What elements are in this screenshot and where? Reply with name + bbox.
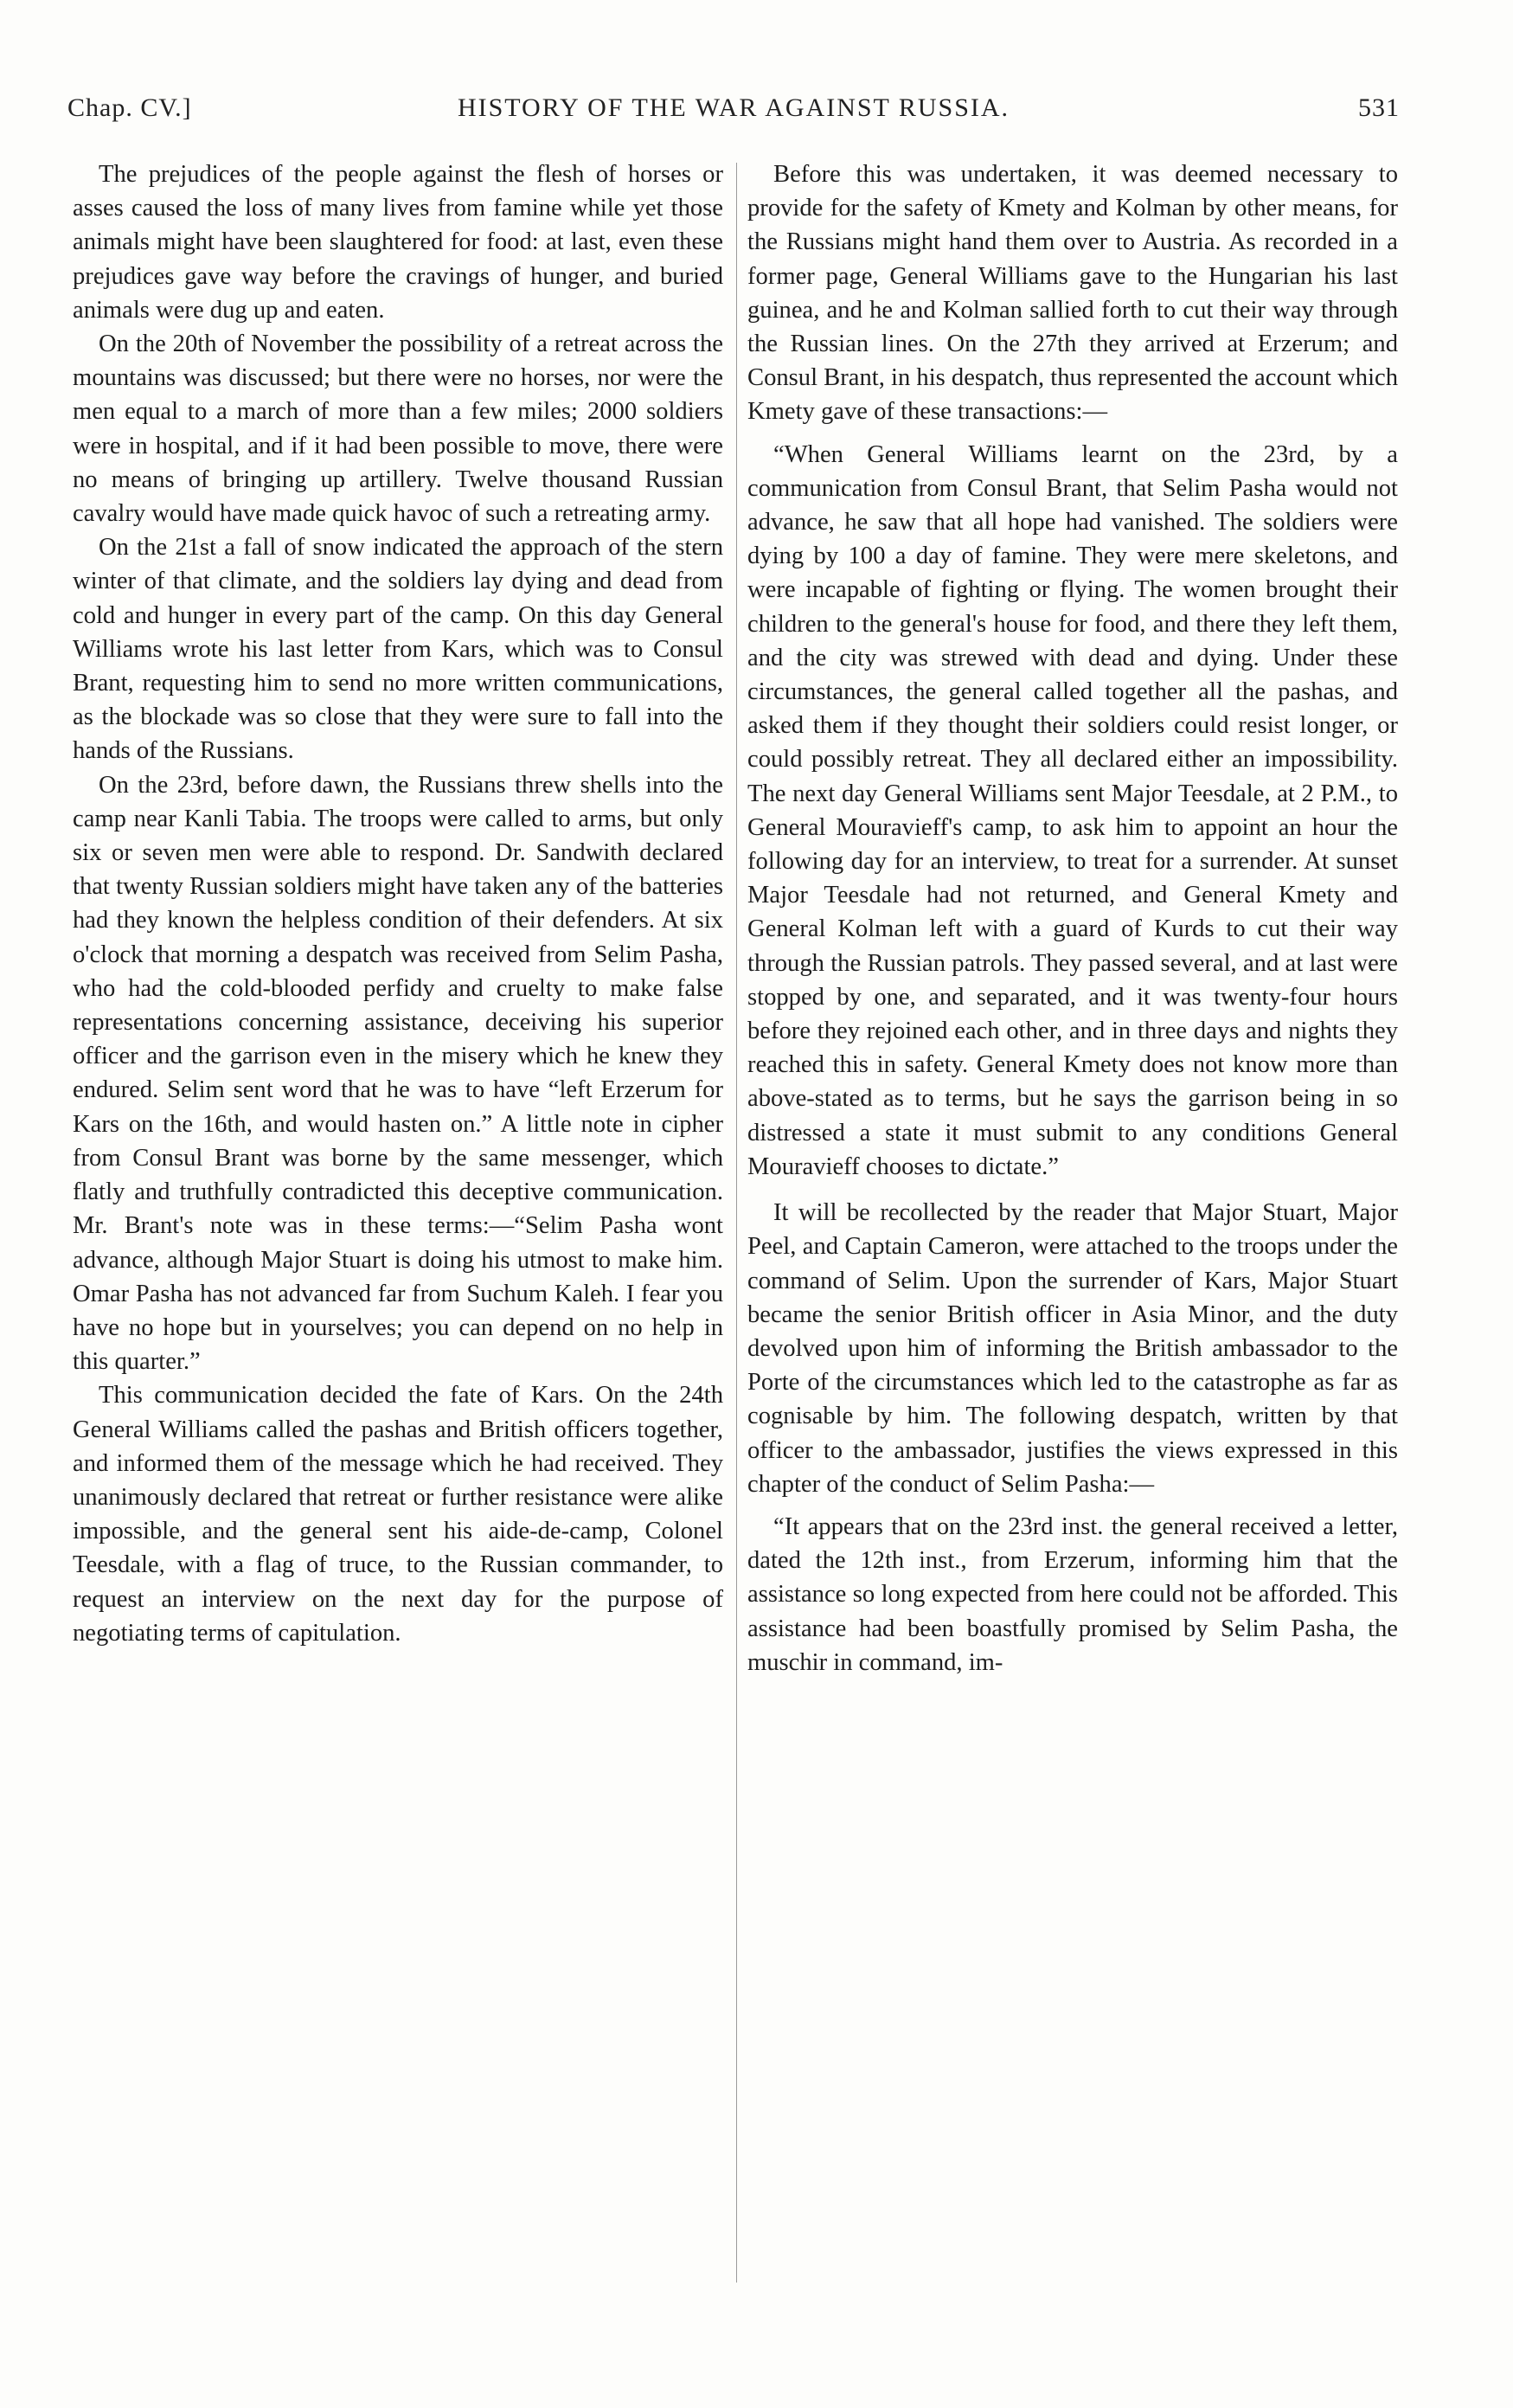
paragraph: The prejudices of the people against the flesh of horses or asses caused the loss of many lives from famine while yet those animals might have been slaughtered for food: at last, even these prejudices gave way before the cravings of hunger, and buried animals were dug up and eaten. (73, 161, 723, 324)
paragraph: On the 20th of November the possibility of a retreat across the mountains was discussed; but there were no horses, nor were the men equal to a march of more than a few miles; 2000 soldiers were in hospital, and if it had been possible to move, there were no means of bringing up artillery. Twelve thousand Russian cavalry would have made quick havoc of such a retreating army. (73, 331, 723, 528)
paragraph: It will be recollected by the reader that Major Stuart, Major Peel, and Captain Cameron, were attached to the troops under the command of Selim. Upon the surrender of Kars, Major Stuart became the senior British officer in Asia Minor, and the duty devolved upon him of informing the British ambassador to the Porte of the circumstances which led to the catastrophe as far as cognisable by him. The following despatch, written by that officer to the ambassador, justifies the views expressed in this chapter of the conduct of Selim Pasha:— (747, 1199, 1398, 1498)
right-column (747, 157, 1398, 1679)
chapter-label: Chap. CV.] (67, 93, 192, 122)
quoted-despatch: “It appears that on the 23rd inst. the general received a letter, dated the 12th inst., from Erzerum, informing him that the assistance so long expected from here could not be afforded. This assistance had been boastfully promised by Selim Pasha, the muschir in command, im- (747, 1512, 1398, 1676)
page-number: 531 (1358, 93, 1400, 122)
column-divider (736, 163, 737, 2283)
running-head (67, 93, 1400, 132)
quoted-despatch: “When General Williams learnt on the 23rd, by a communication from Consul Brant, that Selim Pasha would not advance, he saw that all hope had vanished. The soldiers were dying by 100 a day of famine. They were mere skeletons, and were incapable of fighting or flying. The women brought their children to the general's house for food, and there they left them, and the city was strewed with dead and dying. Under these circumstances, the general called together all the pashas, and asked them if they thought their soldiers could resist longer, or could possibly retreat. They all declared either an impossibility. The next day General Williams sent Major Teesdale, at 2 P.M., to General Mouravieff's camp, to ask him to appoint an hour the following day for an interview, to treat for a surrender. At sunset Major Teesdale had not returned, and General Kmety and General Kolman left with a guard of Kurds to cut their way through the Russian patrols. They passed several, and at last were stopped by one, and separated, and it was twenty-four hours before they rejoined each other, and in three days and nights they reached this in safety. General Kmety does not know more than above-stated as to terms, but he says the garrison being in so distressed a state it must submit to any conditions General Mouravieff chooses to dictate.” (747, 440, 1398, 1180)
left-column (73, 157, 723, 1650)
paragraph: On the 23rd, before dawn, the Russians threw shells into the camp near Kanli Tabia. The troops were called to arms, but only six or seven men were able to respond. Dr. Sandwith declared that twenty Russian soldiers might have taken any of the batteries had they known the helpless condition of their defenders. At six o'clock that morning a despatch was received from Selim Pasha, who had the cold-blooded perfidy and cruelty to make false representations concerning assistance, deceiving his superior officer and the garrison even in the misery which he knew they endured. Selim sent word that he was to have “left Erzerum for Kars on the 16th, and would hasten on.” A little note in cipher from Consul Brant was borne by the same messenger, which flatly and truthfully contradicted this deceptive communication. Mr. Brant's note was in these terms:—“Selim Pasha wont advance, although Major Stuart is doing his utmost to make him. Omar Pasha has not advanced far from Suchum Kaleh. I fear you have no hope but in yourselves; you can depend on no help in this quarter.” (73, 771, 723, 1376)
paragraph: This communication decided the fate of Kars. On the 24th General Williams called the pashas and British officers together, and informed them of the message which he had received. They unanimously declared that retreat or further resistance were alike impossible, and the general sent his aide-de-camp, Colonel Teesdale, with a flag of truce, to the Russian commander, to request an interview on the next day for the purpose of negotiating terms of capitulation. (73, 1382, 723, 1647)
paragraph: Before this was undertaken, it was deemed necessary to provide for the safety of Kmety and Kolman by other means, for the Russians might hand them over to Austria. As recorded in a former page, General Williams gave to the Hungarian his last guinea, and he and Kolman sallied forth to cut their way through the Russian lines. On the 27th they arrived at Erzerum; and Consul Brant, in his despatch, thus represented the account which Kmety gave of these transactions:— (747, 161, 1398, 426)
running-title: HISTORY OF THE WAR AGAINST RUSSIA. (457, 93, 1010, 122)
paragraph: On the 21st a fall of snow indicated the approach of the stern winter of that climate, and the soldiers lay dying and dead from cold and hunger in every part of the camp. On this day General Williams wrote his last letter from Kars, which was to Consul Brant, requesting him to send no more written communications, as the blockade was so close that they were sure to fall into the hands of the Russians. (73, 534, 723, 765)
